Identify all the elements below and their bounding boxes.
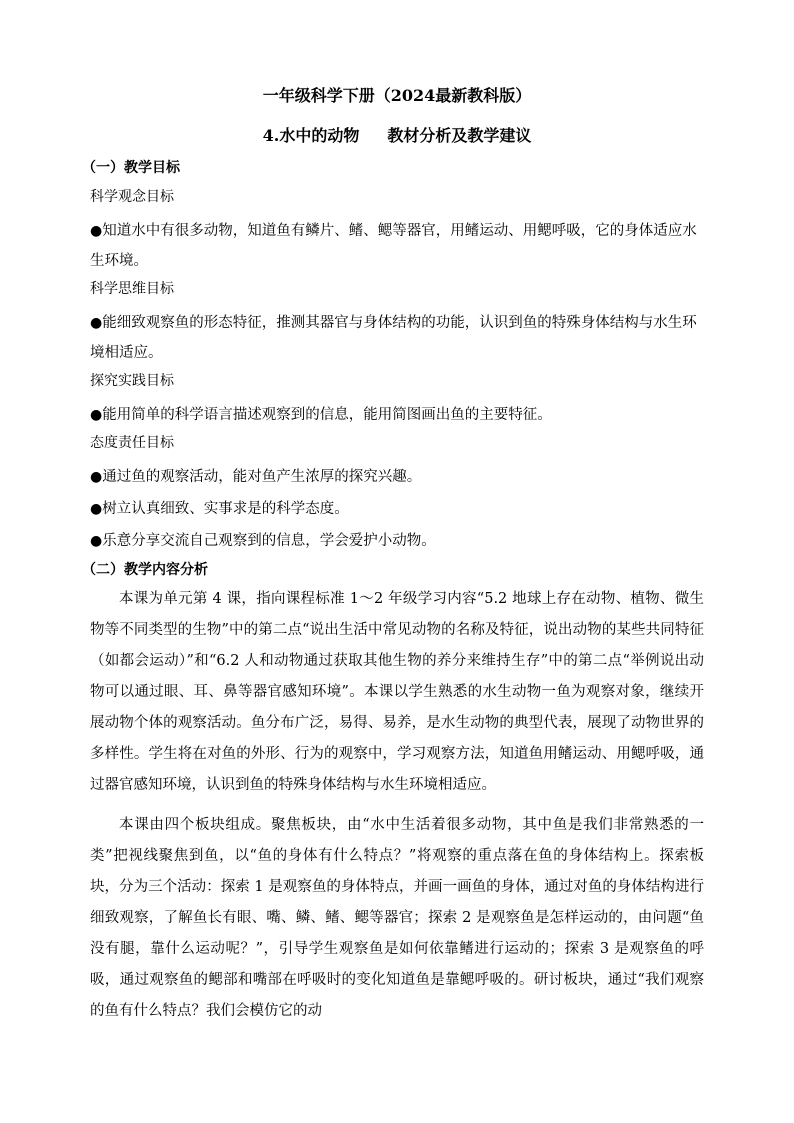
goal-item: ●树立认真细致、实事求是的科学态度。 (90, 501, 349, 517)
bullet-icon: ● (90, 407, 103, 423)
analysis-paragraph: 本课为单元第 4 课，指向课程标准 1～2 年级学习内容“5.2 地球上存在动物、植物、微生物等不同类型的生物”中的第二点“说出生活中常见动物的名称及特征，说出动物的某些共同特征（如都会运动）”和“6.2 人和动物通过获取其他生物的养分来维持生存”中的第二点“举例说出动物可以通过眼、耳、鼻等器官感知环境”。本课以学生熟悉的水生动物一鱼为观察对象，继续开展动物个体的观察活动。鱼分布广泛，易得、易养，是水生动物的典型代表，展现了动物世界的多样性。学生将在对鱼的外形、行为的观察中，学习观察方法，知道鱼用鳍运动、用鳃呼吸，通过器官感知环境，认识到鱼的特殊身体结构与水生环境相适应。 (90, 591, 704, 793)
document-title: 一年级科学下册（2024最新教科版） (262, 86, 532, 105)
document-page (82, 80, 704, 1027)
goal-item: ●知道水中有很多动物，知道鱼有鳞片、鳍、鳃等器官，用鳍运动、用鳃呼吸，它的身体适应水生环境。 (90, 223, 697, 269)
bullet-icon: ● (90, 315, 103, 331)
bullet-icon: ● (90, 469, 103, 485)
goal-item: ●乐意分享交流自己观察到的信息，学会爱护小动物。 (90, 533, 436, 549)
lesson-title (90, 124, 704, 148)
lesson-subtitle: 教材分析及教学建议 (387, 126, 532, 145)
goal-label: 态度责任目标 (90, 435, 174, 451)
analysis-paragraph: 本课由四个板块组成。聚焦板块，由“水中生活着很多动物，其中鱼是我们非常熟悉的一类”把视线聚焦到鱼，以“鱼的身体有什么特点？”将观察的重点落在鱼的身体结构上。探索板块，分为三个活动：探索 1 是观察鱼的身体特点，并画一画鱼的身体，通过对鱼的身体结构进行细致观察，了解鱼长有眼、嘴、鳞、鳍、鳃等器官；探索 2 是观察鱼是怎样运动的，由问题“鱼没有腿，靠什么运动呢？”，引导学生观察鱼是如何依靠鳍进行运动的；探索 3 是观察鱼的呼吸，通过观察鱼的鳃部和嘴部在呼吸时的变化知道鱼是靠鳃呼吸的。研讨板块，通过“我们观察的鱼有什么特点？我们会模仿它的动 (90, 817, 704, 1019)
goal-label: 科学思维目标 (90, 281, 174, 297)
goal-item: ●通过鱼的观察活动，能对鱼产生浓厚的探究兴趣。 (90, 469, 422, 485)
bullet-icon: ● (90, 533, 103, 549)
lesson-name: 4.水中的动物 (262, 126, 360, 145)
section-teaching-goals (82, 158, 704, 556)
section-heading: （二）教学内容分析 (82, 562, 208, 578)
goal-item: ●能细致观察鱼的形态特征，推测其器官与身体结构的功能，认识到鱼的特殊身体结构与水生环境相适应。 (90, 315, 697, 361)
goal-label: 探究实践目标 (90, 373, 174, 389)
section-content-analysis (82, 560, 704, 1027)
section-heading: （一）教学目标 (82, 160, 180, 176)
bullet-icon: ● (90, 223, 103, 239)
goal-label: 科学观念目标 (90, 189, 174, 205)
goal-item: ●能用简单的科学语言描述观察到的信息，能用简图画出鱼的主要特征。 (90, 407, 552, 423)
bullet-icon: ● (90, 501, 103, 517)
